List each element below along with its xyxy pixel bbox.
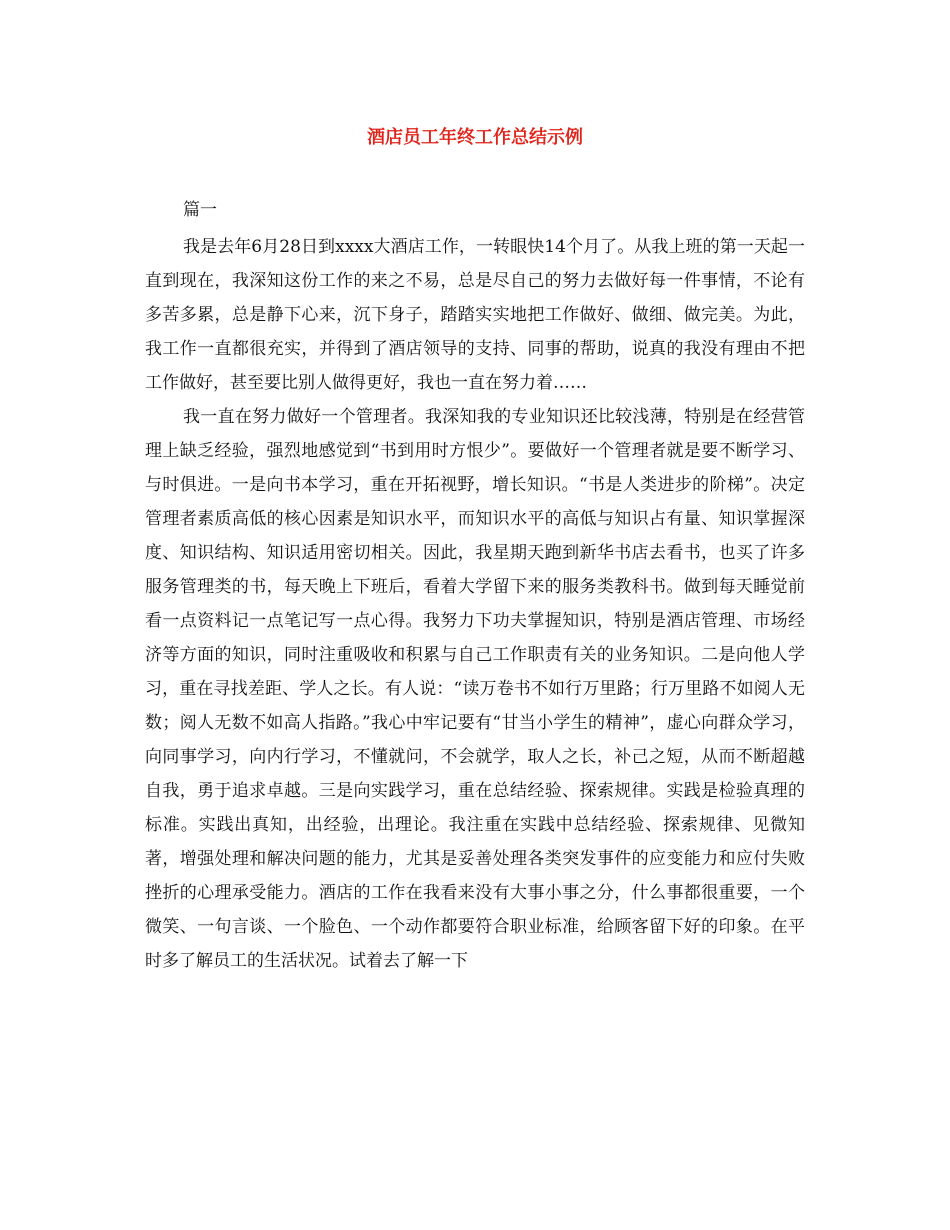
paragraph-1: 我是去年6月28日到xxxx大酒店工作，一转眼快14个月了。从我上班的第一天起一直到现在，我深知这份工作的来之不易，总是尽自己的努力去做好每一件事情，不论有多苦多累，总是静下心来，沉下身子，踏踏实实地把工作做好、做细、做完美。为此，我工作一直都很充实，并得到了酒店领导的支持、同事的帮助，说真的我没有理由不把工作做好，甚至要比别人做得更好，我也一直在努力着…… bbox=[145, 237, 805, 393]
section-label: 篇一 bbox=[183, 200, 217, 220]
document-title: 酒店员工年终工作总结示例 bbox=[367, 127, 583, 148]
document-body bbox=[145, 230, 805, 978]
paragraph-2: 我一直在努力做好一个管理者。我深知我的专业知识还比较浅薄，特别是在经营管理上缺乏经验，强烈地感觉到“书到用时方恨少”。要做好一个管理者就是要不断学习、与时俱进。一是向书本学习，重在开拓视野，增长知识。“书是人类进步的阶梯”。决定管理者素质高低的核心因素是知识水平，而知识水平的高低与知识占有量、知识掌握深度、知识结构、知识适用密切相关。因此，我星期天跑到新华书店去看书，也买了许多服务管理类的书，每天晚上下班后，看着大学留下来的服务类教科书。做到每天睡觉前看一点资料记一点笔记写一点心得。我努力下功夫掌握知识，特别是酒店管理、市场经济等方面的知识，同时注重吸收和积累与自己工作职责有关的业务知识。二是向他人学习，重在寻找差距、学人之长。有人说：“读万卷书不如行万里路；行万里路不如阅人无数；阅人无数不如高人指路。”我心中牢记要有“甘当小学生的精神”，虚心向群众学习，向同事学习，向内行学习，不懂就问，不会就学，取人之长，补己之短，从而不断超越自我，勇于追求卓越。三是向实践学习，重在总结经验、探索规律。实践是检验真理的标准。实践出真知，出经验，出理论。我注重在实践中总结经验、探索规律、见微知著，增强处理和解决问题的能力，尤其是妥善处理各类突发事件的应变能力和应付失败挫折的心理承受能力。酒店的工作在我看来没有大事小事之分，什么事都很重要，一个微笑、一句言谈、一个脸色、一个动作都要符合职业标准，给顾客留下好的印象。在平时多了解员工的生活状况。试着去了解一下 bbox=[145, 407, 805, 971]
